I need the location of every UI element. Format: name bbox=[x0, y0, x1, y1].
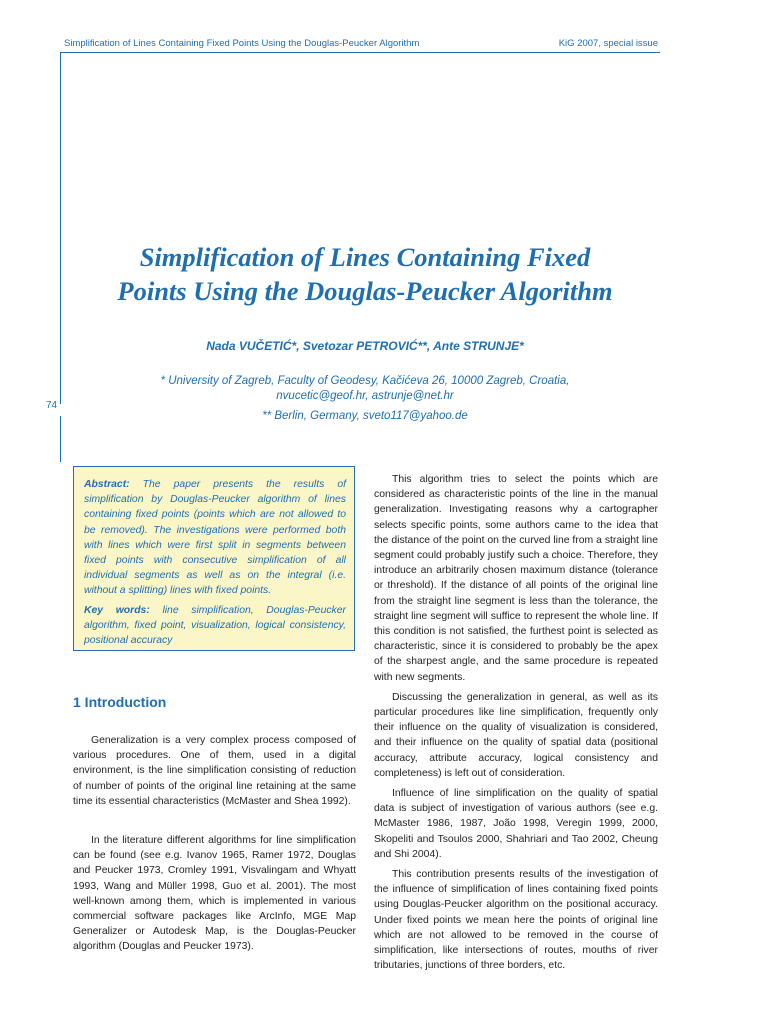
keywords-paragraph bbox=[84, 603, 346, 649]
affiliation-2: ** Berlin, Germany, sveto117@yahoo.de bbox=[262, 410, 468, 422]
left-column-upper bbox=[73, 733, 356, 814]
abstract-paragraph bbox=[84, 477, 346, 599]
body-paragraph: This contribution presents results of the investigation of the influence of simplification of lines containing fixed points using Douglas-Peucker algorithm on the positional accuracy. Under fixed points we mean here the points of original line which are not allowed to be removed in the course of simplification, like intersections of routes, mouths of river tributaries, junctions of three borders, etc. bbox=[374, 869, 658, 972]
running-title: Simplification of Lines Containing Fixed Points Using the Douglas-Peucker Algorithm bbox=[64, 38, 420, 49]
title-line-2: Points Using the Douglas-Peucker Algorithm bbox=[117, 276, 613, 306]
body-paragraph: Discussing the generalization in general, as well as its particular procedures like line simplification, frequently only their influence on the quality of visualization is considered, and their influence on the quality of spatial data (positional accuracy, attribute accuracy, logical consistency and completeness) is left out of consideration. bbox=[374, 691, 658, 779]
abstract-label: Abstract: bbox=[84, 479, 130, 490]
journal-issue: KiG 2007, special issue bbox=[558, 38, 658, 49]
left-column-lower bbox=[73, 833, 356, 960]
section-heading-introduction: 1 Introduction bbox=[73, 694, 167, 710]
paper-title bbox=[60, 240, 670, 308]
body-paragraph: This algorithm tries to select the points which are considered as characteristic points of the line in the manual generalization. Investigating reasons why a cartographer selects specific points, some authors came to the idea that the distance of the point on the curved line from a straight line segment could probably justify such a choice. Therefore, they introduce an arbitrarily chosen maximum distance (tolerance or threshold). If the distance of all points of the original line from the straight line segment is less than the tolerance, the straight line segment will suffice to represent the whole line. If this condition is not satisfied, the furthest point is selected as characteristic, since it is considered to probably be the apex of the sharpest angle, and the same procedure is repeated with new segments. bbox=[374, 474, 658, 683]
authors: Nada VUČETIĆ*, Svetozar PETROVIĆ**, Ante STRUNJE* bbox=[206, 339, 524, 353]
body-paragraph: Influence of line simplification on the quality of spatial data is subject of investigation of various authors (see e.g. McMaster 1986, 1987, João 1998, Veregin 1999, 2000, Skopeliti and Tsoulos 2000, Shahriari and Tao 2002, Cheung and Shi 2004). bbox=[374, 788, 658, 860]
body-paragraph: Generalization is a very complex process composed of various procedures. One of them, used in a digital environment, is the line simplification consisting of reduction of number of points of the original line retaining at the same time its essential characteristics (McMaster and Shea 1992). bbox=[73, 735, 356, 807]
keywords-text: line simplification, Douglas-Peucker algorithm, fixed point, visualization, logical consistency, positional accuracy bbox=[84, 604, 346, 647]
affiliation-1-line-1: * University of Zagreb, Faculty of Geodesy, Kačićeva 26, 10000 Zagreb, Croatia, bbox=[160, 375, 570, 387]
affiliation-1 bbox=[60, 374, 670, 404]
abstract-box bbox=[73, 466, 355, 651]
title-line-1: Simplification of Lines Containing Fixed bbox=[139, 242, 591, 272]
header-rule bbox=[60, 52, 660, 53]
affiliation-1-line-2: nvucetic@geof.hr, astrunje@net.hr bbox=[276, 390, 454, 402]
right-column bbox=[374, 472, 658, 979]
margin-rule-lower bbox=[60, 416, 61, 462]
page-number: 74 bbox=[46, 400, 58, 411]
keywords-label: Key words: bbox=[84, 604, 150, 616]
body-paragraph: In the literature different algorithms for line simplification can be found (see e.g. Ivanov 1965, Ramer 1972, Douglas and Peucker 1973, Cromley 1991, Visvalingam and Whyatt 1993, Wang and Müller 1998, Guo et al. 2001). The most well-known among them, which is implemented in various commercial software packages like ArcInfo, MGE Map Generalizer or Autodesk Map, is the Douglas-Peucker algorithm (Douglas and Peucker 1973). bbox=[73, 835, 356, 953]
abstract-text: The paper presents the results of simplification by Douglas-Peucker algorithm of lines containing fixed points (points which are not allowed to be removed). The investigations were performed both with lines which were first split in segments between fixed points with consecutive simplification of all individual segments as well as on the integral (i.e. without a splitting) lines with fixed points. bbox=[84, 479, 346, 597]
